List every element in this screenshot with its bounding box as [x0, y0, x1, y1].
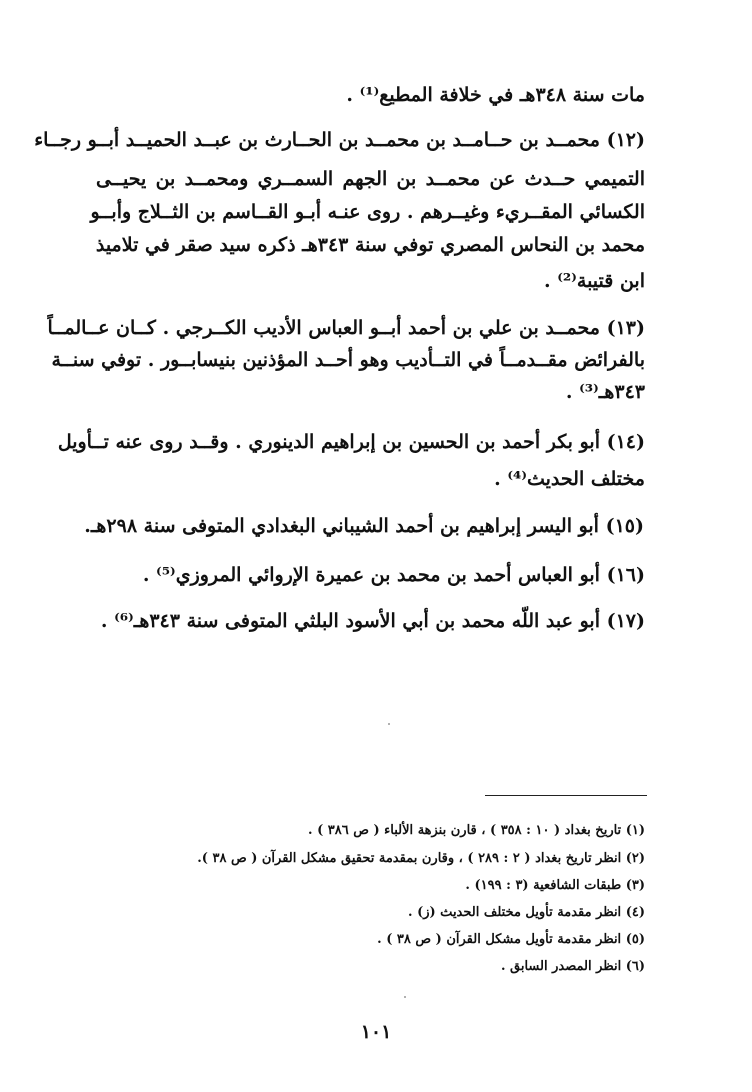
- entry-13-line-2: بالفرائض مقــدمــاً في التــأديب وهو أحــد المؤذنين بنيسابــور . توفي سنــة: [51, 349, 645, 371]
- footnote-1: (١) تاريخ بغداد ( ١٠ : ٣٥٨ ) ، قارن بنزهة الألباء ( ص ٣٨٦ ) .: [308, 823, 645, 838]
- entry-14-line-2: مختلف الحديث⁽⁴⁾ .: [494, 468, 645, 490]
- footnote-3: (٣) طبقات الشافعية (٣ : ١٩٩) .: [465, 878, 645, 893]
- entry-12-line-5: ابن قتيبة⁽²⁾ .: [544, 270, 645, 292]
- footnote-2: (٢) انظر تاريخ بغداد ( ٢ : ٢٨٩ ) ، وقارن بمقدمة تحقيق مشكل القرآن ( ص ٣٨ ).: [197, 851, 645, 866]
- scan-speck: [388, 723, 390, 725]
- entry-16-line-1: (١٦) أبو العباس أحمد بن محمد بن عميرة الإروائي المروزي⁽⁵⁾ .: [142, 564, 645, 586]
- footnote-4: (٤) انظر مقدمة تأويل مختلف الحديث (ز) .: [408, 905, 645, 920]
- entry-12-line-4: محمد بن النحاس المصري توفي سنة ٣٤٣هـ ذكره سيد صقر في تلاميذ: [95, 234, 645, 256]
- entry-17-line-1: (١٧) أبو عبد اللّه محمد بن أبي الأسود البلثي المتوفى سنة ٣٤٣هـ⁽⁶⁾ .: [100, 610, 645, 632]
- footnote-6: (٦) انظر المصدر السابق .: [500, 959, 645, 974]
- entry-12-line-1: (١٢) محمــد بن حــامــد بن محمــد بن الحــارث بن عبــد الحميــد أبــو رجــاء: [34, 129, 645, 151]
- entry-12-line-2: التميمي حــدث عن محمــد بن الجهم السمــري ومحمــد بن يحيــى: [96, 168, 645, 190]
- footnote-5: (٥) انظر مقدمة تأويل مشكل القرآن ( ص ٣٨ ) .: [377, 932, 645, 947]
- scan-speck: [404, 996, 406, 998]
- entry-12-line-3: الكسائي المقــريء وغيــرهم . روى عنـه أبـو القــاسم بن الثــلاج وأبــو: [90, 201, 645, 223]
- page-number: ١٠١: [360, 1021, 392, 1043]
- entry-14-line-1: (١٤) أبو بكر أحمد بن الحسين بن إبراهيم الدينوري . وقــد روى عنه تــأويل: [57, 431, 645, 453]
- entry-13-line-3: ٣٤٣هـ⁽³⁾ .: [565, 381, 645, 403]
- intro-line: مات سنة ٣٤٨هـ في خلافة المطيع⁽¹⁾ .: [346, 84, 645, 106]
- entry-13-line-1: (١٣) محمــد بن علي بن أحمد أبــو العباس الأديب الكــرجي . كــان عــالمــاً: [47, 317, 645, 339]
- footnote-separator: [485, 795, 647, 796]
- entry-15-line-1: (١٥) أبو اليسر إبراهيم بن أحمد الشيباني البغدادي المتوفى سنة ٢٩٨هـ.: [84, 515, 644, 537]
